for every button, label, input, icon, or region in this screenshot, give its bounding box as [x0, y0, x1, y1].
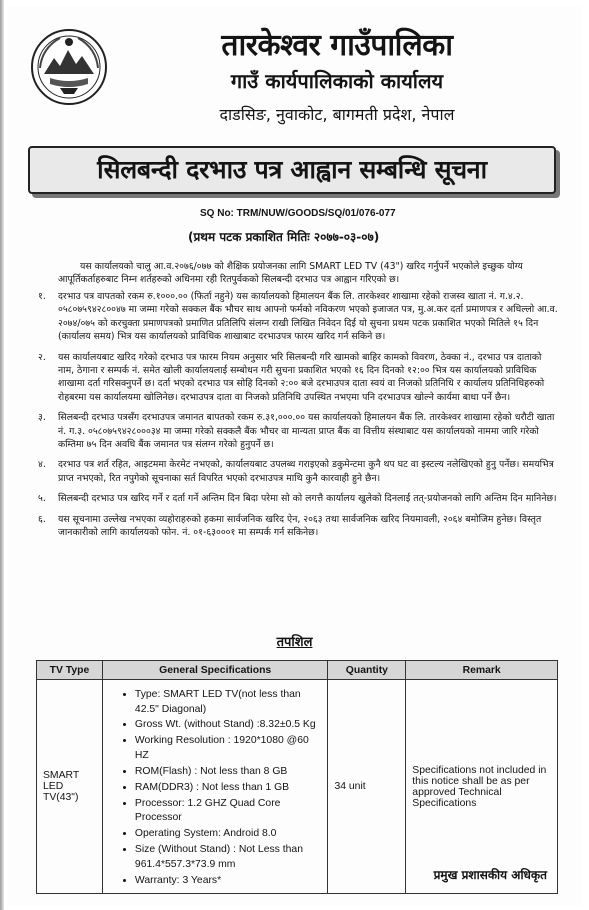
specifications-cell	[102, 680, 328, 894]
column-header: Quantity	[328, 661, 406, 680]
signatory-title: प्रमुख प्रशासकीय अधिकृत	[433, 868, 547, 882]
item-number: ६.	[38, 513, 46, 525]
item-text: सिलबन्दी दरभाउ पत्र खरिद गर्ने र दर्ता गर्ने अन्तिम दिन बिदा परेमा सो को लगत्तै कार्यालय खुलेको दिनलाई तत्-प्रयोजनको लागि अन्तिम दिन मानिनेछ।	[58, 493, 557, 505]
item-number: ३.	[38, 412, 46, 424]
spec-item: • Type: SMART LED TV(not less than 42.5" Diagonal)	[135, 688, 322, 717]
remark-cell: Specifications not included in this notice shall be as per approved Technical Specifications	[406, 680, 558, 894]
item-number: २.	[38, 351, 46, 363]
column-header: Remark	[406, 661, 558, 680]
column-header: TV Type	[37, 661, 103, 680]
list-item	[38, 411, 558, 451]
item-text: दरभाउ पत्र वापतको रकम रु.१०००.०० (फिर्ता नहुने) यस कार्यालयको हिमालयन बैंक लि. तारकेश्वर शाखामा रहेको राजस्व खाता नं. ग.४.२. ०५८०७५९४२८००४७ मा जम्मा गरेको सक्कल बैंक भौचर साथ आफ्नो फर्मको नविकरण भएको इजाजत पत्र, मु.अ.कर दर्ता प्रमाणपत्र र अधिल्लो आ.व. २०७४/०७५ को करचुक्ता प्रमाणपत्रको प्रमाणित प्रतिलिपि संलग्न राखी लिखित निवेदन दिई यो सुचना प्रथम पटक प्रकाशित भएको मितिले १५ दिन (कार्यालय समय) भित्र यस कार्यालयको प्राविधिक शाखाबाट दरभाउपत्र फारम खरिद गर्न सकिने छ।	[58, 291, 558, 343]
item-number: ५.	[38, 493, 46, 505]
spec-item: • Size (Without Stand) : Not Less than 961.4*557.3*73.9 mm	[135, 843, 322, 872]
item-number: १.	[38, 291, 46, 302]
publication-date: (प्रथम पटक प्रकाशित मितिः २०७७-०३-०७)	[188, 230, 380, 244]
table-header-row	[37, 661, 558, 680]
spec-item: • Working Resolution : 1920*1080 @60 HZ	[135, 734, 322, 763]
spec-item: • Processor: 1.2 GHZ Quad Core Processor	[135, 797, 322, 826]
item-number: ४.	[38, 459, 46, 471]
spec-item: • ROM(Flash) : Not less than 8 GB	[135, 765, 322, 780]
list-item	[38, 492, 558, 505]
spec-item: • Gross Wt. (without Stand) :8.32±0.5 Kg	[135, 718, 322, 733]
spec-item: • Operating System: Android 8.0	[135, 827, 322, 842]
quantity-cell: 34 unit	[328, 680, 406, 894]
spec-item: • RAM(DDR3) : Not less than 1 GB	[135, 781, 322, 796]
tv-type-cell: SMART LED TV(43")	[37, 680, 103, 894]
list-item	[38, 458, 558, 485]
list-item	[38, 290, 558, 344]
notice-banner: सिलबन्दी दरभाउ पत्र आह्वान सम्बन्धि सूचना	[28, 146, 556, 194]
office-address: दाडसिङ, नुवाकोट, बागमती प्रदेश, नेपाल	[219, 105, 455, 124]
nepal-government-emblem-icon	[30, 28, 108, 106]
intro-paragraph: यस कार्यालयको चालु आ.व.२०७६/०७७ को शैक्षिक प्रयोजनका लागि SMART LED TV (43") खरिद गर्नुपर्ने भएकोले इच्छुक योग्य आपूर्तिकर्ताहरुबाट निम्न शर्तहरुको अधिनमा रही रितपुर्वकको सिलबन्दी दरभाउ पत्र आह्वान गरिएको छ।	[58, 261, 523, 286]
details-heading: तपशिल	[276, 635, 313, 650]
specifications-list	[115, 688, 322, 888]
item-text: यस सूचनामा उल्लेख नभएका व्यहोराहरुको हकमा सार्वजनिक खरिद ऐन, २०६३ तथा सार्वजनिक खरिद नियमावली, २०६४ बमोजिम हुनेछ। विस्तृत जानकारीको लागि कार्यालयको फोन. नं. ०१-६३०००१ मा सम्पर्क गर्न सकिनेछ।	[58, 513, 542, 539]
column-header: General Specifications	[102, 661, 328, 680]
header	[30, 28, 550, 146]
table-row	[37, 680, 558, 894]
municipality-title: तारकेश्वर गाउँपालिका	[221, 28, 453, 63]
item-text: सिलबन्दी दरभाउ पत्रसँग दरभाउपत्र जमानत बापतको रकम रु.३१,०००.०० यस कार्यालयको हिमालयन बैंक लि. तारकेश्वर शाखामा रहेको धरौटी खाता नं. ग.३. ०५८०७५९४२८०००३४ मा जम्मा गरेको सक्कलै बैंक भौचर वा मान्यता प्राप्त बैंक वा वित्तीय संस्थाबाट यस कार्यालयको नाममा जारि गरेको कम्तिमा ७५ दिन अवधि बैंक जमानत पत्र संलग्न गरेको हुनुपर्ने छ।	[58, 412, 555, 451]
sq-number: SQ No: TRM/NUW/GOODS/SQ/01/076-077	[200, 208, 396, 219]
list-item	[38, 513, 558, 540]
list-item	[38, 351, 558, 405]
page-edge-shadow	[0, 0, 4, 910]
office-name: गाउँ कार्यपालिकाको कार्यालय	[230, 69, 444, 93]
item-text: दरभाउ पत्र शर्त रहित, आइटममा केरमेट नभएको, कार्यालयबाट उपलब्ध गराइएको डकुमेन्टमा कुनै थप घट वा इस्टल्य नलेखिएको हुनु पर्नेछ। समयभित्र प्राप्त नभएको, रित नपुगेको सूचनाका सर्त विपरित भएको दरभाउपत्र माथि कुनै कारवाही हुने छैन।	[58, 459, 554, 484]
item-text: यस कार्यालयबाट खरिद गरेको दरभाउ पत्र फारम नियम अनुसार भरि सिलबन्दी गरि खामको बाहिर कामको विवरण, ठेक्का नं., दरभाउ पत्र दाताको नाम, ठेगाना र सम्पर्क नं. समेत खोली कार्यालयलाई सम्बोधन गरी सुचना प्रकाशित भएको १६ दिन दिनको १२:०० भित्र यस कार्यालयको प्राविधिक शाखामा दर्ता गरिसक्नुपर्ने छ। दर्ता भएको दरभाउ पत्र सोहि दिनको २:०० बजे दरभाउपत्र दाता स्वयं वा निजको प्रतिनिधि र कार्यालय प्रतिनिधिहरुको रोहबरमा यस कार्यालयमा खोलिनेछ। दरभाउपत्र दाता वा निजको प्रतिनिधि उपस्थित नभएमा पनि दरभाउपत्र खोल्ने कार्यमा बाधा पर्ने छैन।	[58, 351, 545, 403]
spec-item: • Warranty: 3 Years*	[135, 874, 322, 889]
conditions-list	[38, 290, 558, 547]
specification-table	[36, 660, 558, 894]
